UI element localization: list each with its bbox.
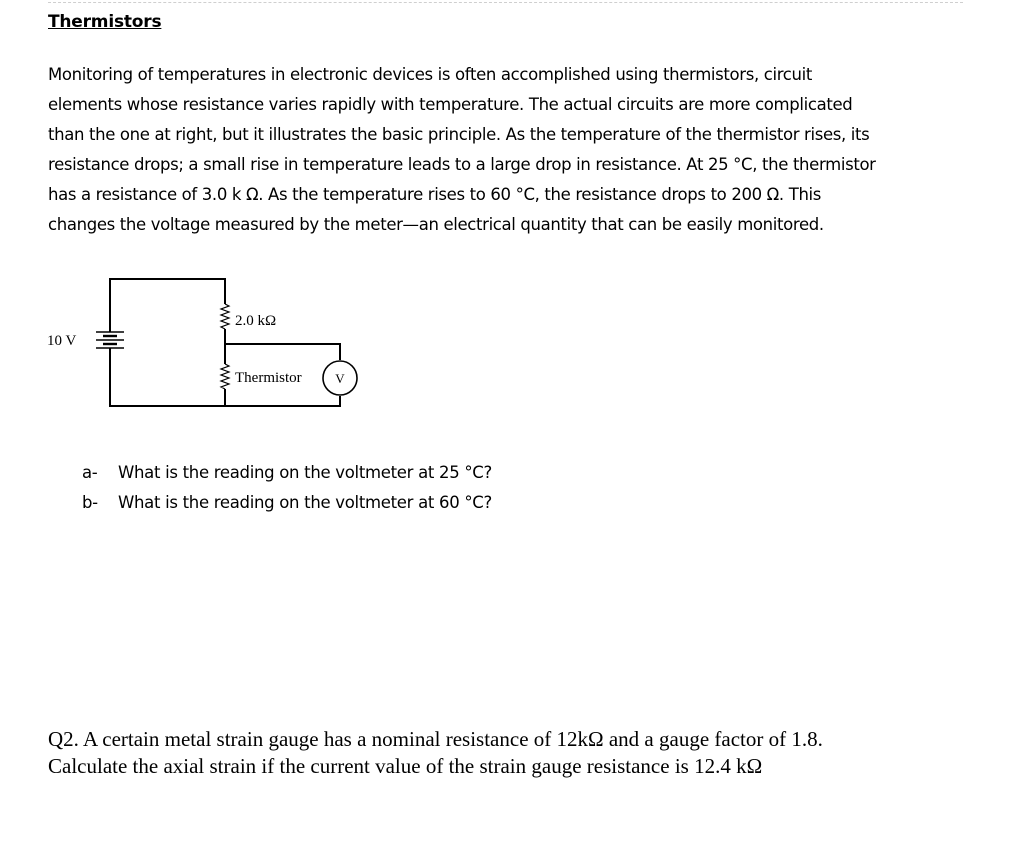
paragraph-line: elements whose resistance varies rapidly with temperature. The actual circuits are more complicated xyxy=(48,95,853,114)
question-text: What is the reading on the voltmeter at 25 °C? xyxy=(118,463,492,482)
voltmeter-label: V xyxy=(335,371,345,386)
q2-line: Calculate the axial strain if the current value of the strain gauge resistance is 12.4 kΩ xyxy=(48,754,763,778)
paragraph-line: has a resistance of 3.0 k Ω. As the temperature rises to 60 °C, the resistance drops to 200 Ω. This xyxy=(48,185,822,204)
circuit-diagram xyxy=(40,270,380,420)
thermistor-label: Thermistor xyxy=(235,370,302,386)
list-item xyxy=(82,488,492,518)
section-title: Thermistors xyxy=(48,12,162,32)
circuit-wire-top xyxy=(110,279,225,332)
paragraph-line: changes the voltage measured by the meter—an electrical quantity that can be easily monitored. xyxy=(48,215,824,234)
battery-symbol xyxy=(96,332,124,348)
list-item xyxy=(82,458,492,488)
paragraph-line: than the one at right, but it illustrates the basic principle. As the temperature of the thermistor rises, its xyxy=(48,125,870,144)
intro-paragraph xyxy=(48,60,963,240)
q2-line: Q2. A certain metal strain gauge has a nominal resistance of 12kΩ and a gauge factor of 1.8. xyxy=(48,727,823,751)
resistor-symbol xyxy=(221,304,229,329)
question-label: a- xyxy=(82,463,98,482)
question-2 xyxy=(48,726,988,780)
resistor-label: 2.0 kΩ xyxy=(235,313,277,329)
paragraph-line: resistance drops; a small rise in temperature leads to a large drop in resistance. At 25 °C, the thermistor xyxy=(48,155,876,174)
thermistor-symbol xyxy=(221,364,229,389)
meter-wire xyxy=(225,344,340,360)
source-voltage-label: 10 V xyxy=(47,333,77,349)
top-divider xyxy=(48,2,963,3)
question-label: b- xyxy=(82,493,98,512)
question-list xyxy=(82,458,492,518)
paragraph-line: Monitoring of temperatures in electronic devices is often accomplished using thermistors, circuit xyxy=(48,65,812,84)
question-text: What is the reading on the voltmeter at 60 °C? xyxy=(118,493,492,512)
